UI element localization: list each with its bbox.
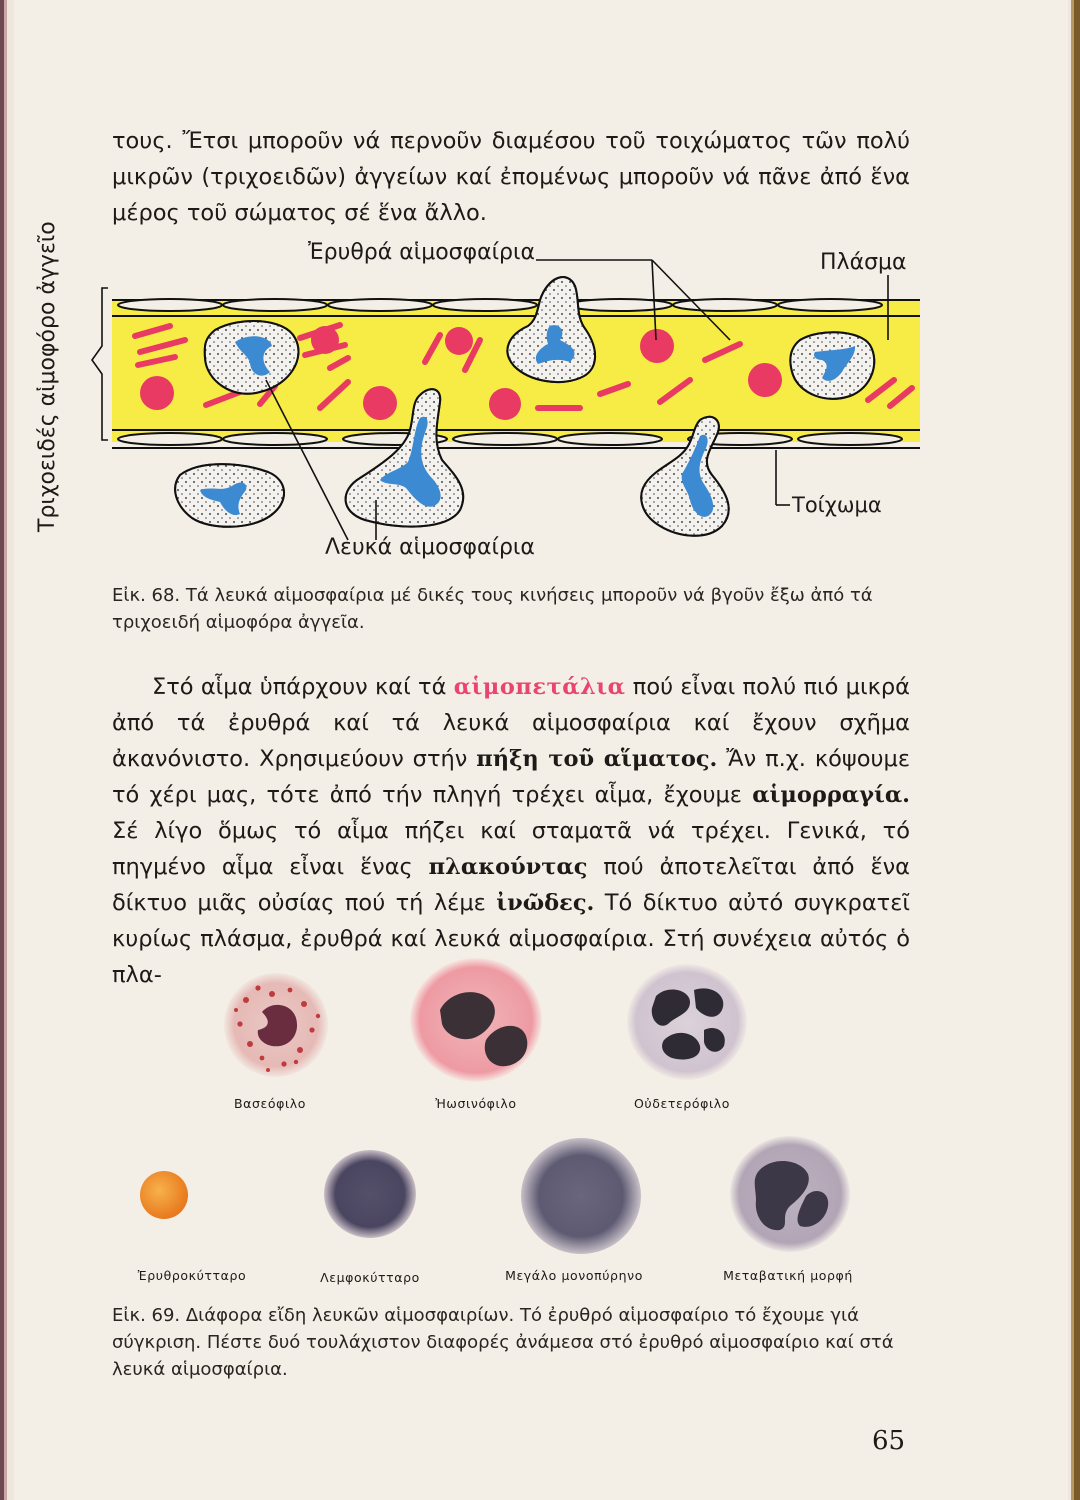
label-transitional: Μεταβατική μορφή	[723, 1268, 853, 1283]
red-cells-face	[140, 326, 782, 420]
cell-erythrocyte	[140, 1171, 188, 1219]
page-edge-left	[0, 0, 14, 1500]
cell-lymphocyte	[324, 1150, 416, 1238]
label-basophil: Βασεόφιλο	[233, 1096, 307, 1111]
red-cells-side	[135, 325, 912, 408]
keyword-platelets: αἱμοπετάλια	[453, 674, 626, 700]
text-run: Ἄν π.χ. κόψουμε τό χέρι μας, τότε ἀπό τήν πληγή τρέχει αἷμα, ἔχουμε	[112, 746, 910, 808]
page-number: 65	[872, 1426, 906, 1456]
label-eosinophil: Ἠωσινόφιλο	[435, 1096, 517, 1111]
label-plasma: Πλάσμα	[820, 250, 907, 275]
page-edge-right	[1068, 0, 1080, 1500]
keyword-coagulation: πήξη τοῦ αἵματος.	[476, 746, 718, 772]
white-cells	[175, 277, 874, 536]
label-wall: Τοίχωμα	[792, 493, 882, 517]
label-monocyte: Μεγάλο μονοπύρηνο	[505, 1268, 643, 1283]
figure-68-caption: Εἰκ. 68. Τά λευκά αἱμοσφαίρια μέ δικές τους κινήσεις μποροῦν νά βγοῦν ἔξω ἀπό τά τριχοειδή αἱμοφόρα ἀγγεῖα.	[112, 585, 873, 633]
vessel-wall-top	[112, 299, 920, 316]
label-lymphocyte: Λεμφοκύτταρο	[320, 1270, 420, 1285]
label-red-cells: Ἐρυθρά αἱμοσφαίρια	[308, 240, 535, 265]
label-white-cells: Λευκά αἱμοσφαίρια	[325, 535, 535, 560]
keyword-clot: πλακούντας	[428, 854, 588, 880]
paragraph-top	[112, 123, 910, 231]
label-neutrophil: Οὐδετερόφιλο	[633, 1096, 731, 1111]
text-run: Σέ λίγο ὅμως τό αἷμα πήζει καί σταματᾶ νά τρέχει. Γενικά, τό πηγμένο αἷμα εἶναι ἕνας	[112, 818, 910, 880]
vessel-wall-bottom	[112, 430, 920, 448]
keyword-hemorrhage: αἱμορραγία.	[752, 782, 910, 808]
label-erythrocyte: Ἐρυθροκύτταρο	[137, 1268, 247, 1283]
label-capillary: Τριχοειδές αἱμοφόρο ἀγγεῖο	[35, 221, 60, 532]
cell-monocyte	[521, 1138, 641, 1254]
text-run: πού ἀποτελεῖται ἀπό ἕνα δίκτυο μιᾶς οὐσίας πού τή λέμε	[112, 854, 910, 916]
text-run: Στό αἷμα ὑπάρχουν καί τά	[152, 674, 454, 700]
vessel-brace	[92, 288, 108, 440]
plasma-band	[112, 300, 920, 442]
keyword-fibrin: ἰνῶδες.	[496, 890, 595, 916]
text-run: πού εἶναι πολύ πιό μικρά ἀπό τά ἐρυθρά καί τά λευκά αἱμοσφαίρια καί ἔχουν σχῆμα ἀκανόνιστο. Χρησιμεύουν στήν	[112, 674, 910, 772]
text-run: Τό δίκτυο αὐτό συγκρατεῖ κυρίως πλάσμα, ἐρυθρά καί λευκά αἱμοσφαίρια. Στή συνέχεια αὐτός ὁ πλα-	[112, 890, 910, 988]
figure-69-caption: Εἰκ. 69. Διάφορα εἴδη λευκῶν αἱμοσφαιρίων. Τό ἐρυθρό αἱμοσφαίριο τό ἔχουμε γιά σύγκριση. Πέστε δυό τουλάχιστον διαφορές ἀνάμεσα στό ἐρυθρό αἱμοσφαίριο καί στά λευκά αἱμοσφαίρια.	[112, 1305, 894, 1380]
paragraph-top-text: τους. Ἔτσι μποροῦν νά περνοῦν διαμέσου τοῦ τοιχώματος τῶν πολύ μικρῶν (τριχοειδῶν) ἀγγείων καί ἐπομένως μποροῦν νά πᾶνε ἀπό ἕνα μέρος τοῦ σώματος σέ ἕνα ἄλλο.	[112, 128, 910, 226]
cell-transitional	[730, 1136, 850, 1252]
paragraph-platelets	[112, 669, 910, 993]
